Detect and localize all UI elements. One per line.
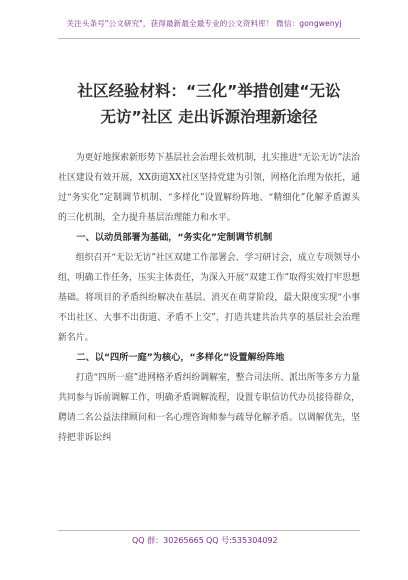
document-title: [58, 78, 360, 130]
title-line-2: 无访”社区 走出诉源治理新途径: [100, 108, 318, 126]
section-heading-2: 二、以“四所一庭”为核心，“多样化”设置解纷阵地: [76, 352, 285, 363]
footer-divider: [58, 530, 360, 531]
section-1-paragraph: 组织召开“无讼无访”社区双建工作部署会、学习研讨会，成立专项领导小组，明确工作任务，压实主体责任，为深入开展“双建工作”取得实效打牢思想基础。将项目的矛盾纠纷解决在基层、消灭在萌芽阶段，最大限度实现“小事不出社区、大事不出街道、矛盾不上交”，打造共建共治共享的基层社会治理新名片。: [58, 253, 360, 343]
header-promo-note: 关注头条号"公文研究"，获得最新最全最专业的公文资料库！ 微信：gongwenyj: [66, 19, 342, 28]
section-heading-1: 一、以动员部署为基础，“务实化”定制调节机制: [76, 232, 273, 243]
title-line-1: 社区经验材料：“三化”举措创建“无讼: [77, 82, 341, 100]
section-2-paragraph: 打造“四所一庭”进网格矛盾纠纷调解室，整合司法所、派出所等多方力量共同参与诉前调解工作，明确矛盾调解流程，设置专职信访代办员接待群众，聘请二名公益法律顾问和一名心理咨询师参与疏导化解矛盾。以调解优先，坚持把非诉讼纠: [58, 373, 360, 443]
header-divider: [58, 38, 360, 39]
footer-qq-group: QQ 群：30265665: [132, 536, 204, 545]
footer-qq-number: QQ 号:535304092: [206, 536, 278, 545]
document-body: [58, 148, 360, 448]
intro-paragraph: 为更好地探索新形势下基层社会治理长效机制，扎实推进“无讼无访”法治社区建设有效开展，XX街道XX社区坚持党建为引领，网格化治理为依托，通过“务实化”定制调节机制、“多样化”设置解纷阵地、“精细化”化解矛盾源头的三化机制，全力提升基层治理能力和水平。: [58, 153, 360, 223]
footer: [0, 535, 408, 549]
